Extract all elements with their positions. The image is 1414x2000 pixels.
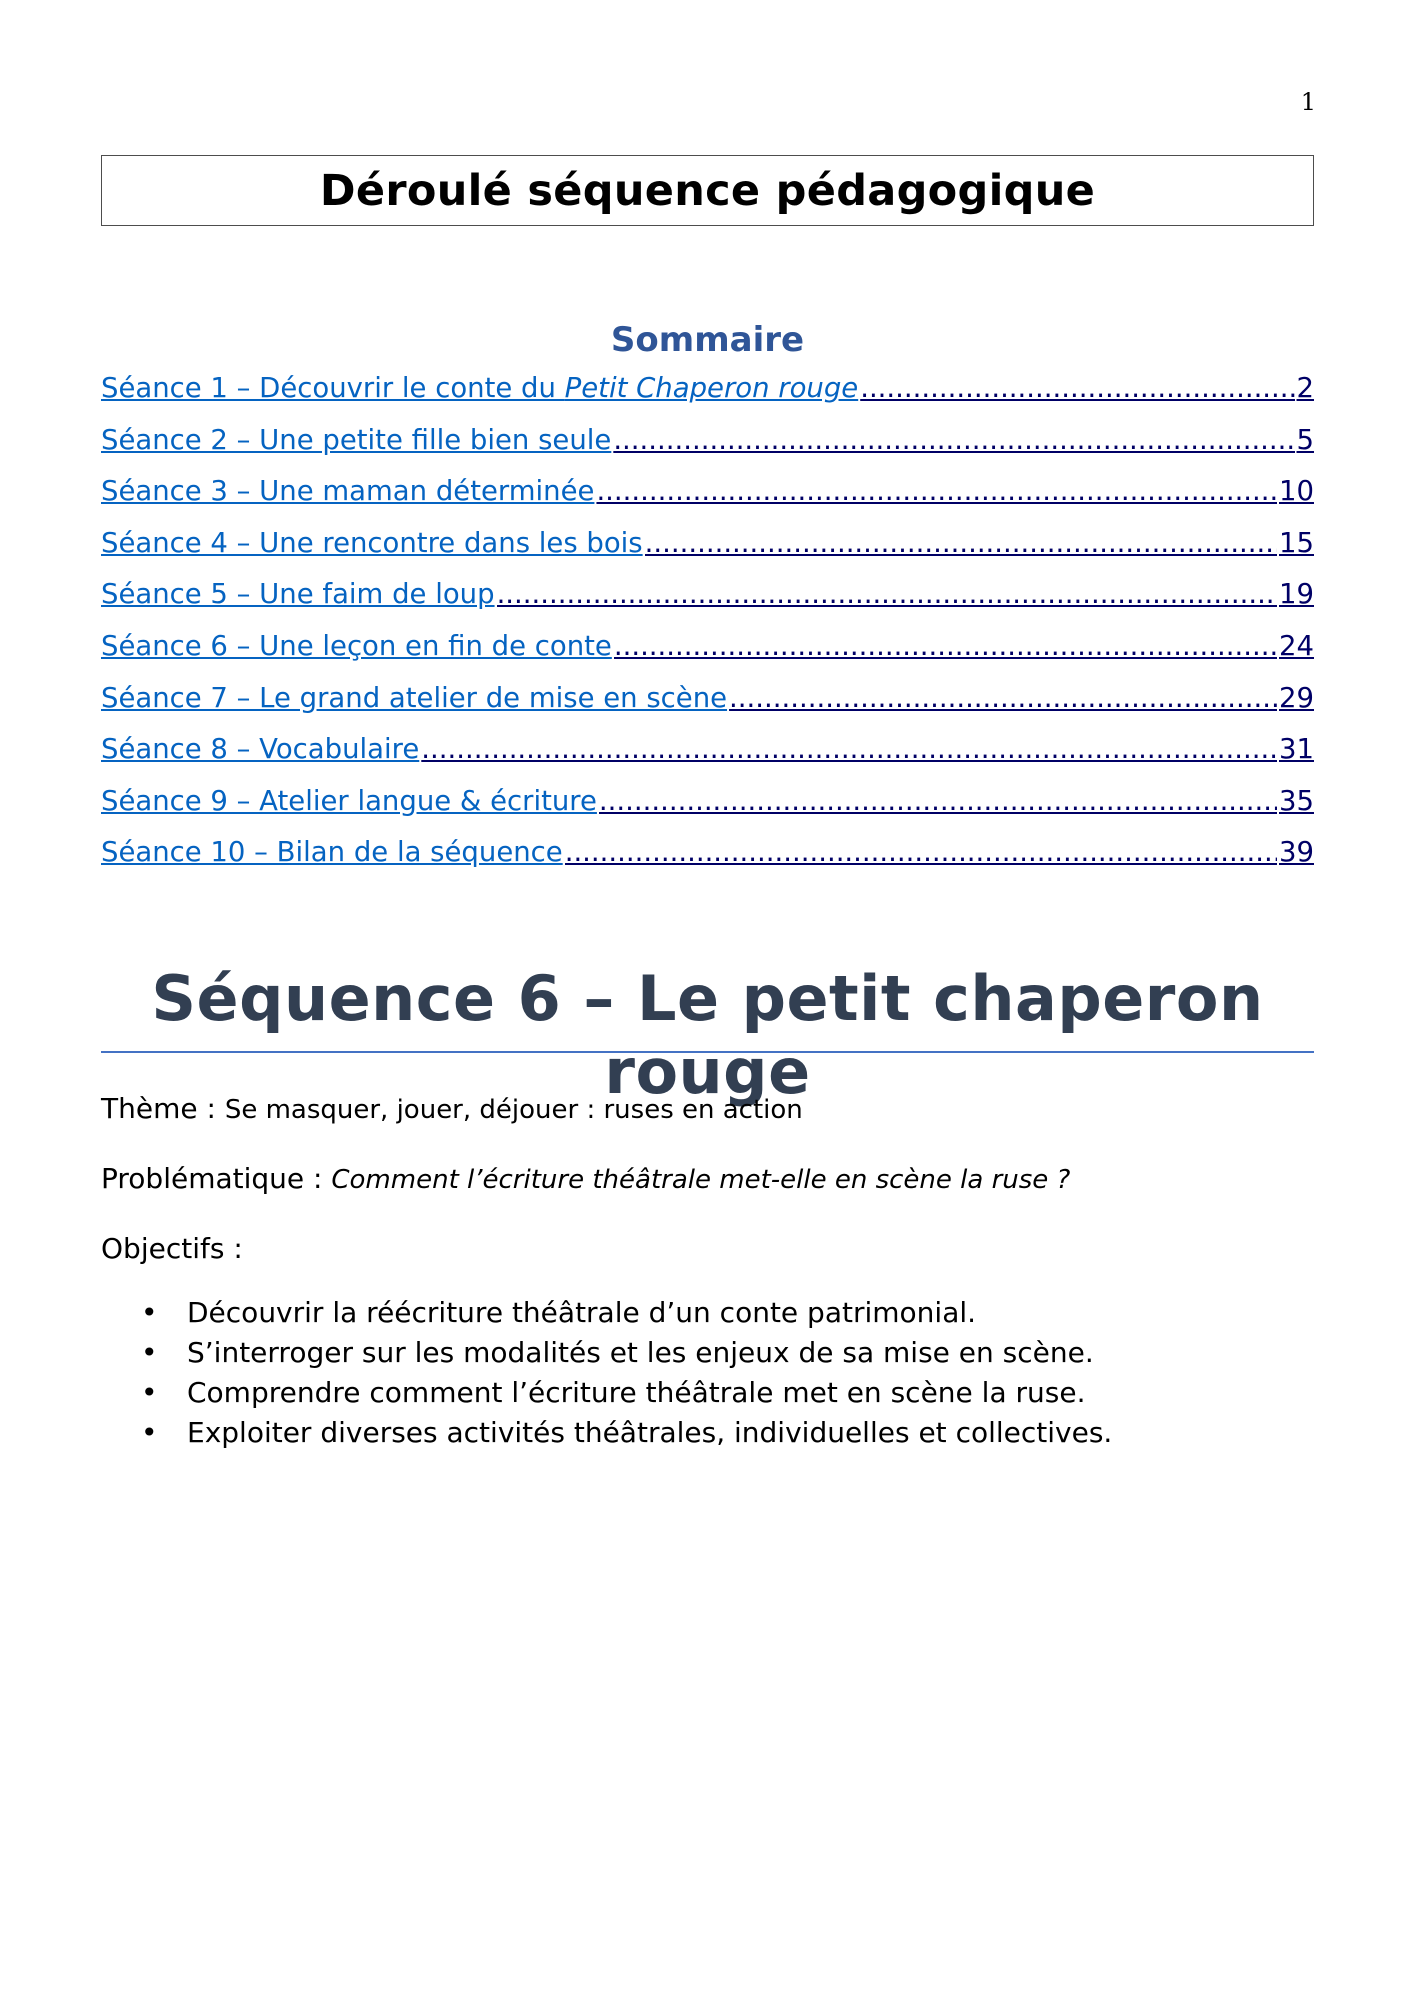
toc-leader-dots: [645, 527, 1277, 559]
document-title-box: [101, 155, 1314, 226]
toc-entry[interactable]: [101, 527, 1314, 579]
objectives-list: [101, 1293, 1112, 1453]
page-number: 1: [1300, 88, 1316, 116]
objectives-label: Objectifs :: [101, 1232, 243, 1265]
sequence-title: Séquence 6 – Le petit chaperon rouge: [151, 962, 1264, 1108]
toc-leader-dots: [729, 682, 1277, 714]
sequence-title-rule: [101, 1051, 1314, 1053]
objective-item: • Comprendre comment l’écriture théâtrale met en scène la ruse.: [101, 1373, 1112, 1413]
toc-entry[interactable]: [101, 682, 1314, 734]
theme-line: [101, 1092, 803, 1125]
toc-heading: Sommaire: [610, 320, 805, 360]
objective-item: • Exploiter diverses activités théâtrales, individuelles et collectives.: [101, 1413, 1112, 1453]
toc-entry[interactable]: [101, 424, 1314, 476]
toc-leader-dots: [599, 785, 1277, 817]
toc-entry-label[interactable]: Séance 5 – Une faim de loup: [101, 578, 495, 611]
toc-entry-page[interactable]: 5: [1296, 423, 1314, 456]
document-title: Déroulé séquence pédagogique: [319, 165, 1096, 216]
toc-entry-page[interactable]: 29: [1279, 681, 1314, 714]
toc-leader-dots: [421, 733, 1277, 765]
toc-entry-label[interactable]: Séance 1 – Découvrir le conte du Petit Chaperon rouge: [101, 372, 859, 404]
toc-entry[interactable]: [101, 475, 1314, 527]
toc-entry[interactable]: [101, 785, 1314, 837]
bullet-icon: •: [141, 1416, 158, 1449]
bullet-icon: •: [141, 1336, 158, 1369]
toc-entry-page[interactable]: 2: [1296, 372, 1314, 404]
toc-entry-page[interactable]: 35: [1279, 784, 1314, 817]
toc-entry-page[interactable]: 24: [1279, 629, 1314, 662]
problem-label: Problématique :: [101, 1162, 332, 1195]
problem-line: [101, 1162, 1070, 1195]
toc-entry[interactable]: [101, 836, 1314, 888]
toc-entry-page[interactable]: 39: [1279, 836, 1314, 869]
toc-leader-dots: [860, 372, 1294, 404]
toc-entry-label[interactable]: Séance 8 – Vocabulaire: [101, 733, 420, 766]
bullet-icon: •: [141, 1296, 158, 1329]
theme-label: Thème :: [101, 1092, 225, 1125]
toc-leader-dots: [613, 424, 1294, 456]
toc-entry-label[interactable]: Séance 7 – Le grand atelier de mise en scène: [101, 681, 728, 714]
toc-entry-label[interactable]: Séance 10 – Bilan de la séquence: [101, 836, 563, 869]
toc-entry-page[interactable]: 10: [1279, 475, 1314, 508]
toc-leader-dots: [596, 475, 1277, 507]
problem-value: Comment l’écriture théâtrale met-elle en scène la ruse ?: [331, 1165, 1071, 1195]
toc-entry[interactable]: [101, 733, 1314, 785]
toc-entry-label[interactable]: Séance 2 – Une petite fille bien seule: [101, 423, 612, 456]
objective-item: • Découvrir la réécriture théâtrale d’un conte patrimonial.: [101, 1293, 1112, 1333]
bullet-icon: •: [141, 1376, 158, 1409]
toc-entry-italic: Petit Chaperon rouge: [564, 372, 859, 404]
theme-value: Se masquer, jouer, déjouer : ruses en action: [224, 1095, 803, 1125]
toc-entry-label[interactable]: Séance 9 – Atelier langue & écriture: [101, 784, 597, 817]
toc-entry-label[interactable]: Séance 3 – Une maman déterminée: [101, 475, 595, 508]
objective-item: • S’interroger sur les modalités et les enjeux de sa mise en scène.: [101, 1333, 1112, 1373]
toc-entry-page[interactable]: 31: [1279, 733, 1314, 766]
toc-entry-label[interactable]: Séance 4 – Une rencontre dans les bois: [101, 526, 643, 559]
toc-leader-dots: [614, 630, 1277, 662]
toc-entry-page[interactable]: 19: [1279, 578, 1314, 611]
toc-entry-label[interactable]: Séance 6 – Une leçon en fin de conte: [101, 629, 612, 662]
toc-entry[interactable]: [101, 578, 1314, 630]
toc-leader-dots: [497, 578, 1277, 610]
toc-entry[interactable]: [101, 372, 1314, 424]
table-of-contents: [101, 372, 1314, 888]
toc-leader-dots: [565, 836, 1277, 868]
toc-entry-page[interactable]: 15: [1279, 526, 1314, 559]
toc-entry[interactable]: [101, 630, 1314, 682]
